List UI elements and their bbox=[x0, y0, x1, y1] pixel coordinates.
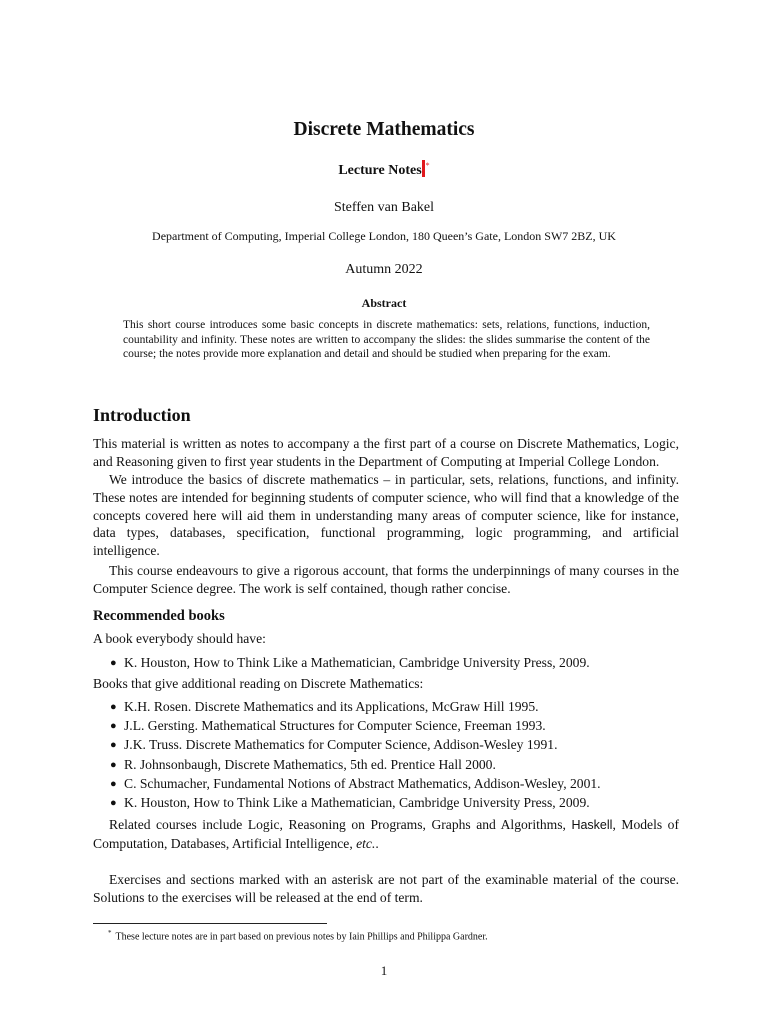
list-item: ● R. Johnsonbaugh, Discrete Mathematics, 5th ed. Prentice Hall 2000. bbox=[110, 755, 601, 774]
list-item: ● C. Schumacher, Fundamental Notions of Abstract Mathematics, Addison-Wesley, 2001. bbox=[110, 774, 601, 793]
intro-paragraph-3: This course endeavours to give a rigorous account, that forms the underpinnings of many courses in the Computer Science degree. The work is self contained, though rather concise. bbox=[93, 563, 679, 596]
list-item: ● J.L. Gersting. Mathematical Structures for Computer Science, Freeman 1993. bbox=[110, 716, 601, 735]
recommended-books-heading: Recommended books bbox=[93, 608, 225, 624]
paper-title: Discrete Mathematics bbox=[293, 119, 475, 140]
footnote-marker[interactable]: * bbox=[425, 161, 430, 170]
exercises-paragraph: Exercises and sections marked with an asterisk are not part of the examinable material of the course. Solutions to the exercises will be released at the end of term. bbox=[93, 872, 679, 905]
haskell-term: Haskell bbox=[571, 818, 613, 832]
bullet-icon: ● bbox=[110, 657, 117, 669]
footnote-marker: * bbox=[108, 929, 112, 937]
related-courses-paragraph: Related courses include Logic, Reasoning on Programs, Graphs and Algorithms, Haskell, Models of Computation, Databases, Artificial Intelligence, etc.. bbox=[93, 817, 679, 851]
list-item: ● K. Houston, How to Think Like a Mathematician, Cambridge University Press, 2009. bbox=[110, 793, 601, 812]
date: Autumn 2022 bbox=[345, 262, 423, 277]
must-have-intro: A book everybody should have: bbox=[93, 631, 266, 646]
abstract-text: This short course introduces some basic concepts in discrete mathematics: sets, relations, functions, induction, countability and infinity. These notes are written to accompany the slides: the slides summarise the content of the course; the notes provide more explanation and detail and should be studied when preparing for the exam. bbox=[123, 319, 650, 361]
abstract-heading: Abstract bbox=[361, 296, 407, 310]
bullet-icon: ● bbox=[110, 758, 117, 771]
introduction-heading: Introduction bbox=[93, 405, 191, 425]
page-number: 1 bbox=[380, 963, 388, 978]
bullet-icon: ● bbox=[110, 701, 117, 713]
footnote bbox=[108, 929, 488, 942]
must-have-list bbox=[110, 653, 590, 672]
author-name: Steffen van Bakel bbox=[333, 200, 435, 215]
intro-paragraph-1: This material is written as notes to accompany a the first part of a course on Discrete Mathematics, Logic, and Reasoning given to first year students in the Department of Computing at Imperial College London. bbox=[93, 436, 679, 469]
bullet-icon: ● bbox=[110, 720, 117, 733]
list-item: ● K.H. Rosen. Discrete Mathematics and its Applications, McGraw Hill 1995. bbox=[110, 697, 601, 716]
bullet-icon: ● bbox=[110, 739, 117, 752]
footnote-rule bbox=[93, 923, 327, 924]
intro-paragraph-2: We introduce the basics of discrete mathematics – in particular, sets, relations, functions, and infinity. These notes are intended for beginning students of computer science, who will find that a knowledge of the concepts covered here will aid them in understanding many areas of computer science, like for instance, data types, databases, specification, functional programming, logic programming, and artificial intelligence. bbox=[93, 472, 679, 559]
additional-books-list bbox=[110, 697, 601, 812]
bullet-icon: ● bbox=[110, 796, 117, 809]
list-item: ● J.K. Truss. Discrete Mathematics for Computer Science, Addison-Wesley 1991. bbox=[110, 735, 601, 754]
bullet-icon: ● bbox=[110, 777, 117, 790]
paper-subtitle bbox=[0, 160, 768, 179]
footnote-text: These lecture notes are in part based on previous notes by Iain Phillips and Philippa Gardner. bbox=[115, 931, 488, 943]
additional-intro: Books that give additional reading on Discrete Mathematics: bbox=[93, 676, 424, 691]
list-item: ● K. Houston, How to Think Like a Mathematician, Cambridge University Press, 2009. bbox=[110, 653, 590, 672]
subtitle-text: Lecture Notes bbox=[338, 163, 422, 178]
affiliation: Department of Computing, Imperial College London, 180 Queen’s Gate, London SW7 2BZ, UK bbox=[152, 229, 616, 243]
text-cursor bbox=[422, 160, 425, 177]
